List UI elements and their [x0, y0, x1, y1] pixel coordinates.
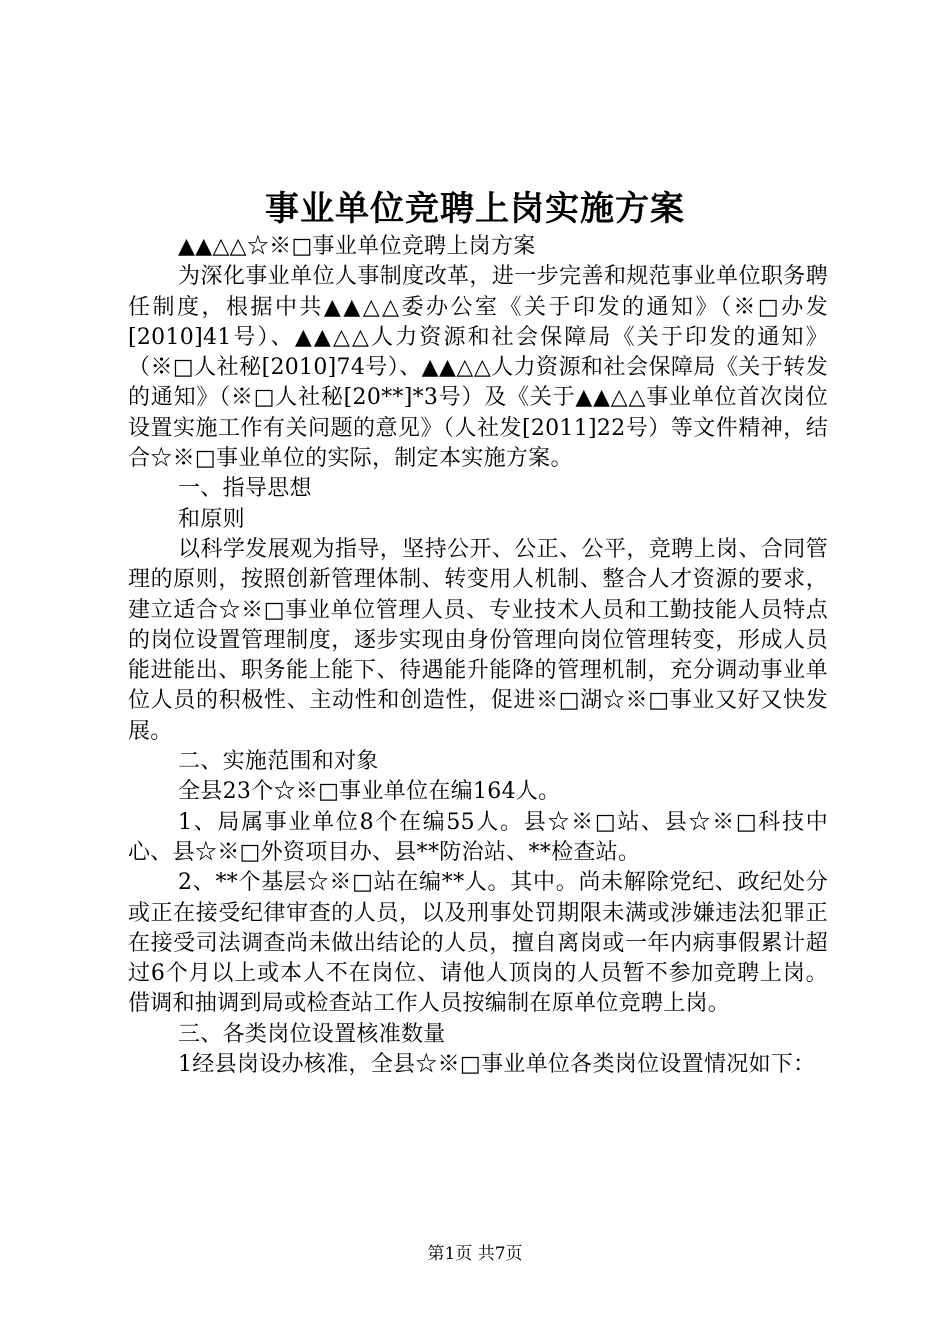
- paragraph-scope-item-1: 1、局属事业单位8个在编55人。县☆※□站、县☆※□科技中心、县☆※□外资项目办、县**防治站、**检查站。: [128, 809, 828, 865]
- document-body: [128, 232, 828, 1080]
- section-heading-2: 二、实施范围和对象: [178, 749, 379, 775]
- paragraph-scope-item-2: 2、**个基层☆※□站在编**人。其中。尚未解除党纪、政纪处分或正在接受纪律审查的人员，以及刑事处罚期限未满或涉嫌违法犯罪正在接受司法调查尚未做出结论的人员，擅自离岗或一年内病事假累计超过6个月以上或本人不在岗位、请他人顶岗的人员暂不参加竞聘上岗。借调和抽调到局或检查站工作人员按编制在原单位竞聘上岗。: [128, 870, 828, 1017]
- section-heading-1: 一、指导思想: [178, 476, 312, 502]
- paragraph-post-settings: 1经县岗设办核准，全县☆※□事业单位各类岗位设置情况如下：: [178, 1052, 816, 1078]
- paragraph-guiding-principles: 以科学发展观为指导，坚持公开、公正、公平，竞聘上岗、合同管理的原则，按照创新管理体制、转变用人机制、整合人才资源的要求，建立适合☆※□事业单位管理人员、专业技术人员和工勤技能人员特点的岗位设置管理制度，逐步实现由身份管理向岗位管理转变，形成人员能进能出、职务能上能下、待遇能升能降的管理机制，充分调动事业单位人员的积极性、主动性和创造性，促进※□湖☆※□事业又好又快发展。: [128, 536, 828, 744]
- page-footer: 第1页 共7页: [427, 1244, 523, 1264]
- section-heading-1-cont: 和原则: [178, 506, 245, 532]
- paragraph-heading-line: ▲▲△△☆※□事业单位竞聘上岗方案: [178, 234, 536, 259]
- section-heading-3: 三、各类岗位设置核准数量: [178, 1021, 446, 1047]
- document-title: 事业单位竞聘上岗实施方案: [265, 189, 685, 229]
- paragraph-intro: 为深化事业单位人事制度改革，进一步完善和规范事业单位职务聘任制度，根据中共▲▲△△委办公室《关于印发的通知》（※□办发[2010]41号）、▲▲△△人力资源和社会保障局《关于印发的通知》（※□人社秘[2010]74号）、▲▲△△人力资源和社会保障局《关于转发的通知》（※□人社秘[20**]*3号）及《关于▲▲△△事业单位首次岗位设置实施工作有关问题的意见》（人社发[2011]22号）等文件精神，结合☆※□事业单位的实际，制定本实施方案。: [128, 264, 828, 472]
- paragraph-scope: 全县23个☆※□事业单位在编164人。: [178, 779, 561, 805]
